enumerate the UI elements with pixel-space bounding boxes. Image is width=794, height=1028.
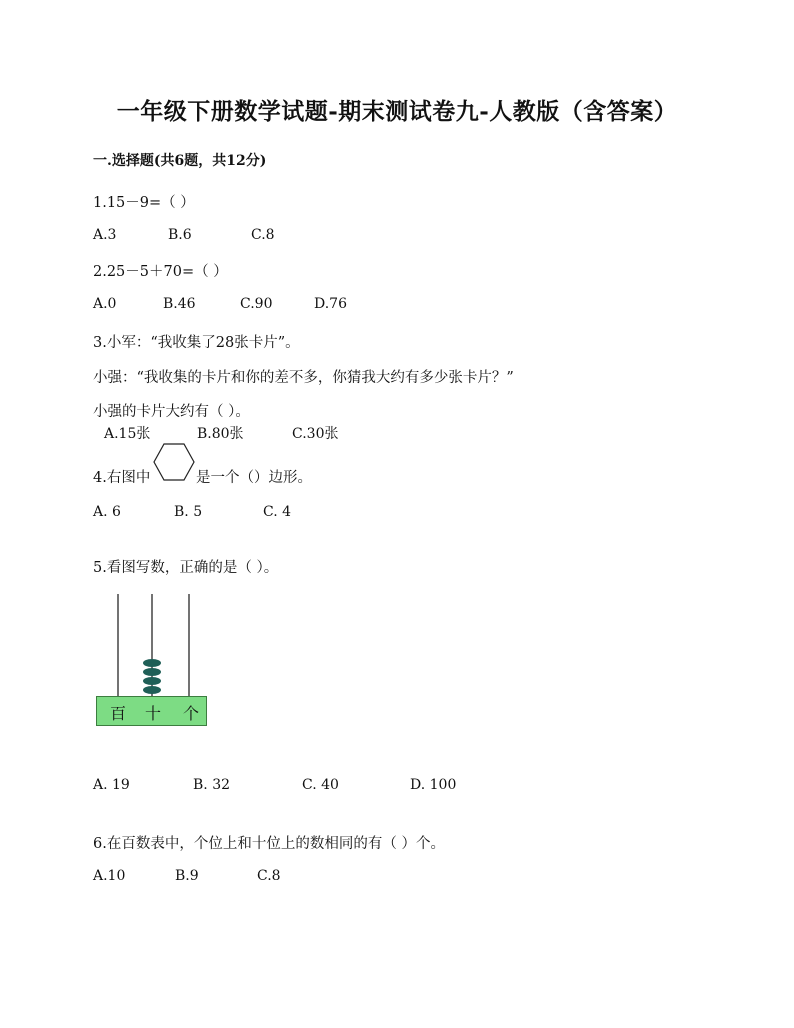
question-4-suffix: 是一个（）边形。 (196, 470, 312, 486)
section-heading: 一.选择题(共6题，共12分) (93, 153, 267, 169)
q5-option-b: B. 32 (193, 777, 231, 793)
q5-option-d: D. 100 (410, 777, 457, 793)
abacus-rods (96, 594, 211, 697)
label-ones: 个 (183, 704, 200, 723)
question-3-stem: 3.小军：“我收集了28张卡片”。 (93, 335, 300, 351)
question-2-stem: 2.25－5＋70=（ ） (93, 264, 228, 280)
q6-option-a: A.10 (93, 868, 126, 884)
hexagon-figure (152, 442, 196, 482)
question-4-prefix: 4.右图中 (93, 470, 151, 486)
q6-option-b: B.9 (175, 868, 199, 884)
q1-option-a: A.3 (93, 227, 117, 243)
q1-option-c: C.8 (251, 227, 275, 243)
question-3-dialogue: 小强：“我收集的卡片和你的差不多，你猜我大约有多少张卡片？” (93, 370, 514, 386)
q6-option-c: C.8 (257, 868, 281, 884)
q4-option-c: C. 4 (263, 504, 292, 520)
q1-option-b: B.6 (168, 227, 192, 243)
abacus-bead-tens-3 (143, 668, 161, 676)
q2-option-c: C.90 (240, 296, 273, 312)
label-tens: 十 (145, 704, 162, 723)
question-1-stem: 1.15－9=（ ） (93, 195, 195, 211)
q5-option-a: A. 19 (93, 777, 130, 793)
question-3-prompt: 小强的卡片大约有（ ）。 (93, 404, 250, 420)
abacus-base (96, 696, 207, 726)
q3-option-a: A.15张 (104, 426, 151, 442)
q2-option-b: B.46 (163, 296, 196, 312)
abacus-figure (96, 594, 211, 729)
question-6-stem: 6.在百数表中，个位上和十位上的数相同的有（ ）个。 (93, 836, 445, 852)
q4-option-b: B. 5 (174, 504, 203, 520)
q4-option-a: A. 6 (93, 504, 121, 520)
abacus-bead-tens-2 (143, 677, 161, 685)
q3-option-b: B.80张 (197, 426, 244, 442)
q5-option-c: C. 40 (302, 777, 339, 793)
q2-option-d: D.76 (314, 296, 347, 312)
page-title: 一年级下册数学试题-期末测试卷九-人教版（含答案） (116, 98, 678, 125)
label-hundreds: 百 (110, 704, 127, 723)
q2-option-a: A.0 (93, 296, 117, 312)
abacus-bead-tens-1 (143, 686, 161, 694)
q3-option-c: C.30张 (292, 426, 339, 442)
question-5-stem: 5.看图写数，正确的是（ ）。 (93, 560, 279, 576)
abacus-bead-tens-4 (143, 659, 161, 667)
